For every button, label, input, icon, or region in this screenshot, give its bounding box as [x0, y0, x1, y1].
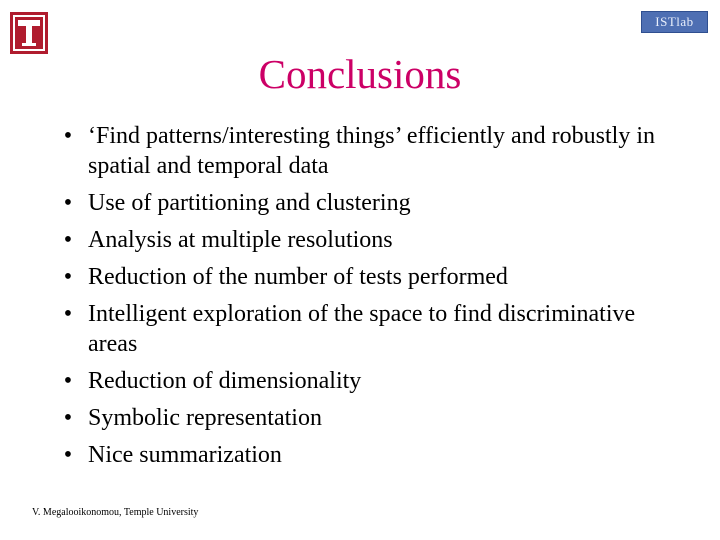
bullet-mark: •: [63, 368, 73, 394]
bullet-text: Symbolic representation: [88, 405, 322, 431]
bullet-mark: •: [63, 227, 73, 253]
bullet-list: [58, 121, 658, 477]
bullet-item: [58, 299, 658, 359]
bullet-item: [58, 121, 658, 181]
bullet-text: Reduction of dimensionality: [88, 368, 362, 394]
bullet-mark: •: [63, 442, 73, 468]
bullet-text: Analysis at multiple resolutions: [88, 227, 393, 253]
bullet-text: Use of partitioning and clustering: [88, 190, 411, 216]
bullet-text: ‘Find patterns/interesting things’ efficiently and robustly in spatial and temporal data: [88, 123, 656, 179]
footer-credit: V. Megalooikonomou, Temple University: [32, 507, 199, 518]
bullet-mark: •: [63, 123, 73, 149]
bullet-mark: •: [63, 264, 73, 290]
bullet-item: [58, 262, 658, 292]
lab-logo-text: ISTlab: [655, 14, 694, 29]
bullet-mark: •: [63, 405, 73, 431]
bullet-text: Intelligent exploration of the space to find discriminative areas: [88, 301, 636, 357]
bullet-item: [58, 403, 658, 433]
bullet-text: Reduction of the number of tests performed: [88, 264, 508, 290]
lab-logo-icon: [641, 11, 708, 33]
bullet-mark: •: [63, 301, 73, 327]
slide-title: Conclusions: [258, 51, 462, 97]
bullet-item: [58, 225, 658, 255]
bullet-item: [58, 366, 658, 396]
bullet-item: [58, 188, 658, 218]
bullet-item: [58, 440, 658, 470]
bullet-text: Nice summarization: [88, 442, 282, 468]
bullet-mark: •: [63, 190, 73, 216]
